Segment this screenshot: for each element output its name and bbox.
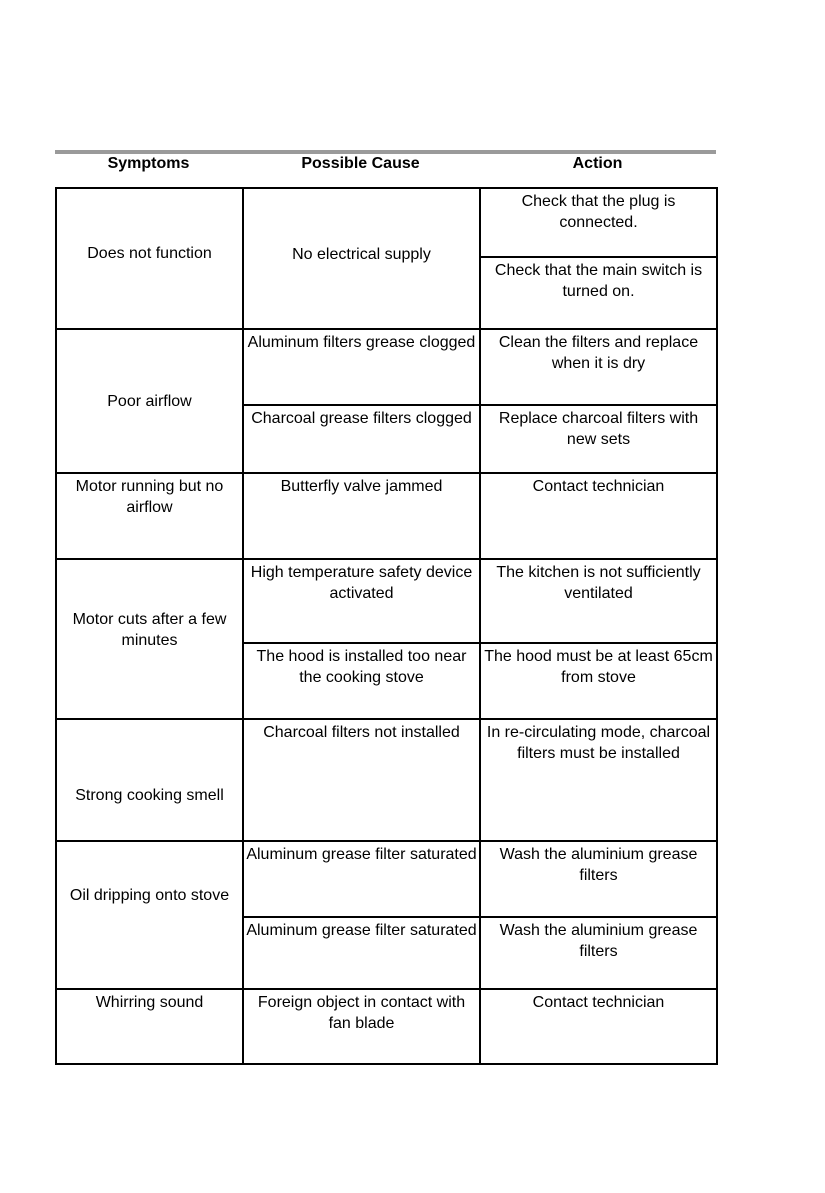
symptom-cell: Poor airflow — [56, 329, 243, 473]
action-cell: Contact technician — [480, 989, 717, 1064]
symptom-cell: Does not function — [56, 188, 243, 329]
cause-cell: Butterfly valve jammed — [243, 473, 480, 559]
cause-cell: The hood is installed too near the cooking stove — [243, 643, 480, 719]
action-cell: Clean the filters and replace when it is dry — [480, 329, 717, 405]
table-header — [55, 153, 716, 181]
table-row — [56, 719, 717, 841]
symptom-cell: Oil dripping onto stove — [56, 841, 243, 989]
table-row — [56, 188, 717, 257]
header-possible-cause: Possible Cause — [301, 155, 420, 172]
action-cell: Check that the plug is connected. — [480, 188, 717, 257]
header-symptoms: Symptoms — [107, 155, 190, 172]
action-cell: Wash the aluminium grease filters — [480, 917, 717, 989]
table-row — [56, 473, 717, 559]
symptom-cell: Motor cuts after a few minutes — [56, 559, 243, 719]
action-cell: Replace charcoal filters with new sets — [480, 405, 717, 473]
cause-cell: Aluminum grease filter saturated — [243, 917, 480, 989]
troubleshooting-table — [55, 187, 718, 1065]
symptom-cell: Whirring sound — [56, 989, 243, 1064]
table-row — [56, 841, 717, 917]
action-cell: Wash the aluminium grease filters — [480, 841, 717, 917]
cause-cell: Charcoal filters not installed — [243, 719, 480, 841]
action-cell: Check that the main switch is turned on. — [480, 257, 717, 329]
cause-cell: No electrical supply — [243, 188, 480, 329]
table-row — [56, 559, 717, 643]
symptom-cell: Strong cooking smell — [56, 719, 243, 841]
action-cell: The kitchen is not sufficiently ventilated — [480, 559, 717, 643]
table-row — [56, 329, 717, 405]
cause-cell: High temperature safety device activated — [243, 559, 480, 643]
cause-cell: Aluminum filters grease clogged — [243, 329, 480, 405]
symptom-cell: Motor running but no airflow — [56, 473, 243, 559]
cause-cell: Charcoal grease filters clogged — [243, 405, 480, 473]
header-action: Action — [572, 155, 623, 172]
cause-cell: Foreign object in contact with fan blade — [243, 989, 480, 1064]
action-cell: Contact technician — [480, 473, 717, 559]
action-cell: In re-circulating mode, charcoal filters must be installed — [480, 719, 717, 841]
table-row — [56, 989, 717, 1064]
cause-cell: Aluminum grease filter saturated — [243, 841, 480, 917]
action-cell: The hood must be at least 65cm from stove — [480, 643, 717, 719]
